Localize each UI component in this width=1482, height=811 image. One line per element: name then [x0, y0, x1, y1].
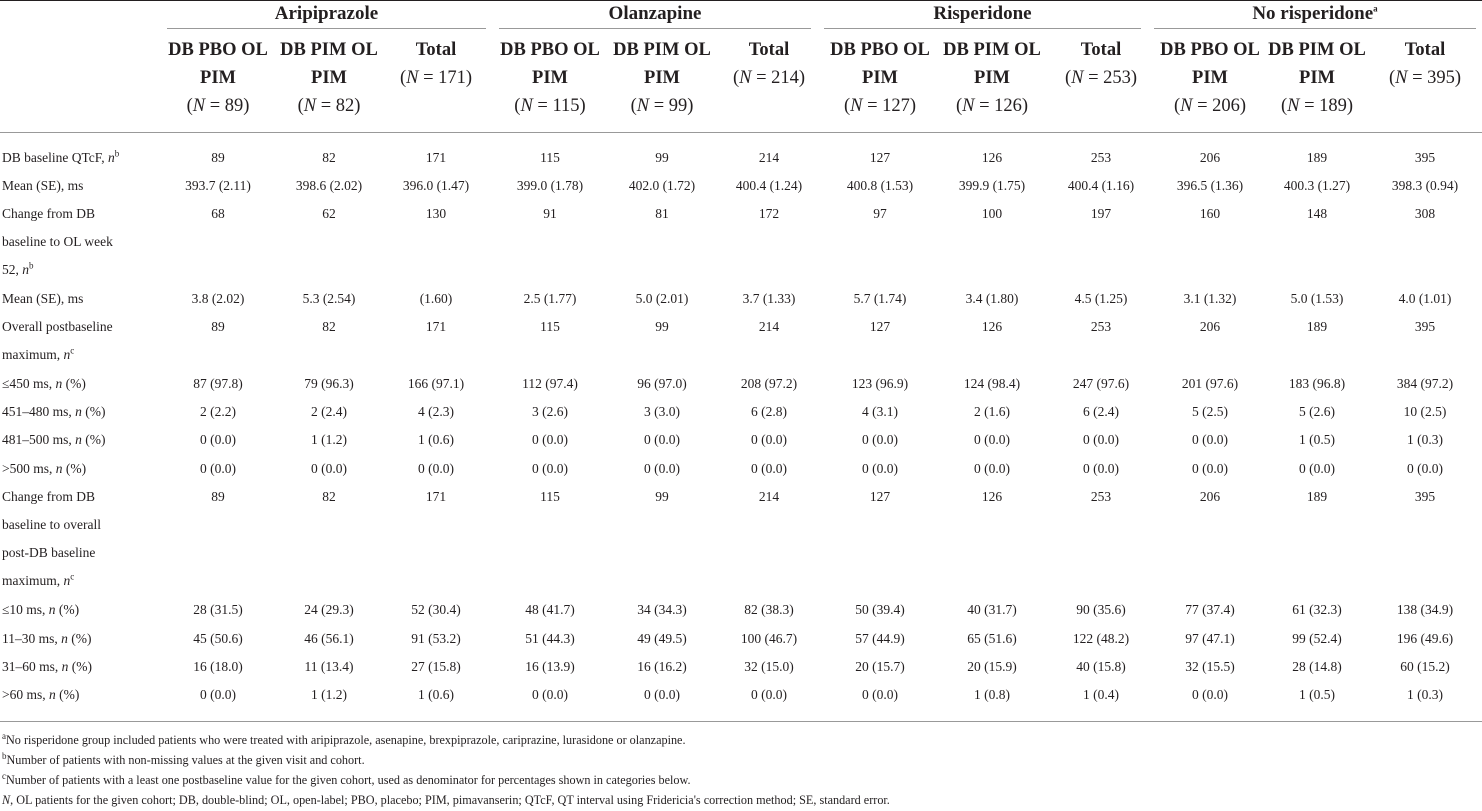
table-cell: 28 (14.8) — [1292, 659, 1342, 674]
table-cell: 400.4 (1.16) — [1067, 178, 1135, 193]
table-cell: 171 — [425, 319, 447, 334]
group-header — [495, 2, 815, 26]
table-cell: 0 (0.0) — [644, 432, 680, 447]
row-label — [2, 398, 144, 426]
table-cell: 1 (0.8) — [974, 687, 1010, 702]
table-cell: 138 (34.9) — [1396, 602, 1454, 617]
column-header-line: (N = 206) — [1173, 96, 1247, 116]
bottom-rule — [0, 721, 1482, 722]
table-cell: 0 (0.0) — [644, 687, 680, 702]
column-header — [271, 36, 387, 120]
table-cell: 0 (0.0) — [418, 461, 454, 476]
row-label-line: DB baseline QTcF, $n^b$ — [2, 148, 120, 165]
column-header — [492, 36, 608, 120]
table-cell: 247 (97.6) — [1072, 376, 1130, 391]
column-header-line: PIM — [974, 68, 1010, 88]
table-cell: 0 (0.0) — [1407, 461, 1443, 476]
table-cell: 0 (0.0) — [200, 432, 236, 447]
table-cell: 4 (3.1) — [862, 404, 898, 419]
row-label-line: maximum, $n^c$ — [2, 345, 75, 362]
table-cell: 81 — [655, 206, 669, 221]
column-header — [1367, 36, 1482, 92]
column-header-line: DB PIM OL — [280, 40, 378, 60]
table-cell: 1 (0.5) — [1299, 432, 1335, 447]
header-rule — [0, 132, 1482, 133]
footnote — [2, 750, 365, 770]
table-cell: 0 (0.0) — [200, 687, 236, 702]
top-rule — [0, 0, 1482, 1]
table-cell: 0 (0.0) — [862, 461, 898, 476]
table-cell: 0 (0.0) — [532, 432, 568, 447]
table-cell: 97 — [873, 206, 887, 221]
footnote-text: N, OL patients for the given cohort; DB, double-blind; OL, open-label; PBO, placebo; PIM, pimavanserin; QTcF, QT interval using Fridericia's correction method; SE, standard error. — [2, 793, 890, 807]
column-header-line: Total — [1404, 40, 1446, 60]
footnote — [2, 730, 686, 750]
table-cell: 91 — [543, 206, 557, 221]
group-header — [820, 2, 1145, 26]
table-cell: 189 — [1306, 319, 1328, 334]
column-header — [711, 36, 827, 92]
table-cell: 396.5 (1.36) — [1176, 178, 1244, 193]
table-cell: 77 (37.4) — [1185, 602, 1235, 617]
column-header-line: (N = 89) — [186, 96, 250, 116]
table-cell: 0 (0.0) — [1192, 432, 1228, 447]
table-cell: 214 — [758, 150, 780, 165]
table-cell: 395 — [1414, 489, 1436, 504]
group-label: Olanzapine — [608, 3, 702, 24]
row-label-line: Mean (SE), ms — [2, 178, 84, 193]
table-cell: 122 (48.2) — [1072, 631, 1130, 646]
table-cell: 3 (3.0) — [644, 404, 680, 419]
table-cell: 127 — [869, 489, 891, 504]
row-label-line: Change from DB — [2, 489, 95, 504]
table-cell: 1 (0.3) — [1407, 687, 1443, 702]
table-cell: 57 (44.9) — [855, 631, 905, 646]
row-label-line: 11–30 ms, n (%) — [2, 631, 92, 646]
table-cell: 123 (96.9) — [851, 376, 909, 391]
table-cell: 20 (15.7) — [855, 659, 905, 674]
table-cell: 124 (98.4) — [963, 376, 1021, 391]
column-header-line: (N = 99) — [630, 96, 694, 116]
table-cell: 1 (1.2) — [311, 432, 347, 447]
table-cell: 0 (0.0) — [974, 461, 1010, 476]
table-cell: 400.3 (1.27) — [1283, 178, 1351, 193]
column-header-line: DB PBO OL — [168, 40, 268, 60]
row-label — [2, 455, 144, 483]
table-cell: 0 (0.0) — [862, 432, 898, 447]
table-cell: 61 (32.3) — [1292, 602, 1342, 617]
table-cell: 201 (97.6) — [1181, 376, 1239, 391]
table-cell: 99 — [655, 489, 669, 504]
table-cell: 24 (29.3) — [304, 602, 354, 617]
row-label-line: >500 ms, n (%) — [2, 461, 87, 476]
group-label: No risperidone — [1252, 3, 1374, 24]
table-cell: 91 (53.2) — [411, 631, 461, 646]
table-cell: 96 (97.0) — [637, 376, 687, 391]
table-cell: 62 — [322, 206, 336, 221]
table-cell: 5.7 (1.74) — [853, 291, 907, 306]
table-cell: 27 (15.8) — [411, 659, 461, 674]
footnote-marker: c — [70, 345, 75, 356]
table-cell: 0 (0.0) — [1299, 461, 1335, 476]
table-cell: 0 (0.0) — [751, 432, 787, 447]
table-cell: 82 — [322, 319, 336, 334]
table-cell: 1 (0.5) — [1299, 687, 1335, 702]
table-cell: 90 (35.6) — [1076, 602, 1126, 617]
column-header — [604, 36, 720, 120]
column-header — [934, 36, 1050, 120]
row-label — [2, 681, 144, 709]
table-cell: 5.0 (1.53) — [1290, 291, 1344, 306]
table-cell: 160 — [1199, 206, 1221, 221]
row-label-line: 31–60 ms, n (%) — [2, 659, 93, 674]
footnote-marker: c — [70, 571, 75, 582]
table-cell: 0 (0.0) — [311, 461, 347, 476]
table-cell: 115 — [540, 489, 560, 504]
footnote-marker: c — [2, 770, 6, 781]
row-label — [2, 313, 144, 369]
table-cell: 4.0 (1.01) — [1398, 291, 1452, 306]
table-cell: 2 (1.6) — [974, 404, 1010, 419]
table-cell: 34 (34.3) — [637, 602, 687, 617]
table-cell: 398.3 (0.94) — [1391, 178, 1459, 193]
group-underline — [499, 28, 811, 29]
table-cell: 99 — [655, 150, 669, 165]
table-cell: 0 (0.0) — [1083, 432, 1119, 447]
table-cell: 127 — [869, 150, 891, 165]
column-header-line: DB PBO OL — [830, 40, 930, 60]
footnote-text: No risperidone group included patients who were treated with aripiprazole, asenapine, brexpiprazole, cariprazine, lurasidone or olanzapine. — [6, 733, 686, 747]
column-header-line: (N = 126) — [955, 96, 1029, 116]
column-header-line: (N = 395) — [1388, 68, 1462, 88]
column-header-line: DB PIM OL — [943, 40, 1041, 60]
row-label-line: post-DB baseline — [2, 545, 96, 560]
table-cell: 253 — [1090, 489, 1112, 504]
row-label-line: ≤450 ms, n (%) — [2, 376, 86, 391]
table-cell: 51 (44.3) — [525, 631, 575, 646]
table-cell: 197 — [1090, 206, 1112, 221]
table-cell: 398.6 (2.02) — [295, 178, 363, 193]
column-header-line: Total — [415, 40, 457, 60]
group-header — [163, 2, 490, 26]
table-cell: 40 (31.7) — [967, 602, 1017, 617]
row-label — [2, 483, 144, 595]
table-cell: 97 (47.1) — [1185, 631, 1235, 646]
table-cell: 2 (2.2) — [200, 404, 236, 419]
table-cell: 100 — [981, 206, 1003, 221]
table-cell: 384 (97.2) — [1396, 376, 1454, 391]
table-cell: 20 (15.9) — [967, 659, 1017, 674]
table-cell: 0 (0.0) — [1192, 461, 1228, 476]
table-cell: 89 — [211, 319, 225, 334]
footnote-text: Number of patients with a least one postbaseline value for the given cohort, used as denominator for percentages shown in categories below. — [6, 773, 691, 787]
table-cell: 206 — [1199, 319, 1221, 334]
table-cell: 28 (31.5) — [193, 602, 243, 617]
table-cell: 89 — [211, 489, 225, 504]
table-cell: 3 (2.6) — [532, 404, 568, 419]
table-cell: 171 — [425, 150, 447, 165]
table-cell: 0 (0.0) — [1192, 687, 1228, 702]
row-label-line: 481–500 ms, n (%) — [2, 432, 106, 447]
table-cell: 214 — [758, 319, 780, 334]
table-cell: 148 — [1306, 206, 1328, 221]
table-cell: 79 (96.3) — [304, 376, 354, 391]
footnote-marker: b — [29, 260, 34, 271]
table-cell: 10 (2.5) — [1403, 404, 1447, 419]
table-cell: 189 — [1306, 489, 1328, 504]
table-cell: 3.4 (1.80) — [965, 291, 1019, 306]
table-cell: 46 (56.1) — [304, 631, 354, 646]
table-cell: 45 (50.6) — [193, 631, 243, 646]
table-cell: 60 (15.2) — [1400, 659, 1450, 674]
column-header-line: PIM — [1192, 68, 1228, 88]
table-cell: 253 — [1090, 150, 1112, 165]
table-cell: 399.9 (1.75) — [958, 178, 1026, 193]
table-cell: 6 (2.4) — [1083, 404, 1119, 419]
table-cell: 112 (97.4) — [522, 376, 578, 391]
table-cell: 214 — [758, 489, 780, 504]
row-label — [2, 144, 144, 172]
table-cell: 126 — [981, 319, 1003, 334]
table-cell: 1 (0.4) — [1083, 687, 1119, 702]
column-header-line: Total — [1080, 40, 1122, 60]
table-cell: 68 — [211, 206, 225, 221]
table-cell: 52 (30.4) — [411, 602, 461, 617]
table-cell: 166 (97.1) — [407, 376, 465, 391]
table-cell: 5 (2.6) — [1299, 404, 1335, 419]
table-cell: 396.0 (1.47) — [402, 178, 470, 193]
row-label — [2, 426, 144, 454]
footnote — [2, 790, 890, 810]
table-cell: 0 (0.0) — [532, 687, 568, 702]
column-header-line: (N = 214) — [732, 68, 806, 88]
table-cell: 5 (2.5) — [1192, 404, 1228, 419]
footnote-marker: a — [2, 730, 6, 741]
row-label-line: Change from DB — [2, 206, 95, 221]
row-label — [2, 200, 144, 284]
table-cell: 82 — [322, 489, 336, 504]
column-header-line: (N = 82) — [297, 96, 361, 116]
row-label — [2, 172, 144, 200]
column-header-line: DB PIM OL — [613, 40, 711, 60]
table-cell: 1 (0.6) — [418, 432, 454, 447]
row-label — [2, 653, 144, 681]
table-cell: 0 (0.0) — [751, 687, 787, 702]
table-cell: 82 (38.3) — [744, 602, 794, 617]
table-cell: 127 — [869, 319, 891, 334]
table-cell: 115 — [540, 150, 560, 165]
group-label: Risperidone — [933, 3, 1032, 24]
column-header — [1152, 36, 1268, 120]
column-header-line: DB PIM OL — [1268, 40, 1366, 60]
column-header-line: (N = 127) — [843, 96, 917, 116]
table-cell: 3.8 (2.02) — [191, 291, 245, 306]
column-header — [822, 36, 938, 120]
table-cell: 4.5 (1.25) — [1074, 291, 1128, 306]
row-label-line: baseline to overall — [2, 517, 101, 532]
column-header-line: PIM — [311, 68, 347, 88]
column-header-line: PIM — [1299, 68, 1335, 88]
group-label: Aripiprazole — [274, 3, 379, 24]
column-header-line: DB PBO OL — [1160, 40, 1260, 60]
table-cell: 2.5 (1.77) — [523, 291, 577, 306]
group-underline — [1154, 28, 1476, 29]
group-underline — [824, 28, 1141, 29]
table-cell: 0 (0.0) — [1083, 461, 1119, 476]
table-cell: 48 (41.7) — [525, 602, 575, 617]
table-cell: 115 — [540, 319, 560, 334]
table-cell: 196 (49.6) — [1396, 631, 1454, 646]
table-cell: 32 (15.5) — [1185, 659, 1235, 674]
group-header — [1150, 2, 1480, 26]
table-cell: 4 (2.3) — [418, 404, 454, 419]
row-label-line: maximum, $n^c$ — [2, 571, 75, 588]
column-header-line: (N = 115) — [514, 96, 586, 116]
table-cell: 40 (15.8) — [1076, 659, 1126, 674]
table-cell: 395 — [1414, 150, 1436, 165]
table-cell: 87 (97.8) — [193, 376, 243, 391]
table-cell: 3.7 (1.33) — [742, 291, 796, 306]
table-cell: 49 (49.5) — [637, 631, 687, 646]
table-cell: 32 (15.0) — [744, 659, 794, 674]
table-cell: 206 — [1199, 150, 1221, 165]
table-cell: 399.0 (1.78) — [516, 178, 584, 193]
table-cell: 99 (52.4) — [1292, 631, 1342, 646]
table-cell: 6 (2.8) — [751, 404, 787, 419]
table-cell: 65 (51.6) — [967, 631, 1017, 646]
table-cell: 5.0 (2.01) — [635, 291, 689, 306]
table-cell: 189 — [1306, 150, 1328, 165]
table-cell: 253 — [1090, 319, 1112, 334]
table-cell: 16 (16.2) — [637, 659, 687, 674]
table-cell: 0 (0.0) — [644, 461, 680, 476]
column-header — [160, 36, 276, 120]
footnote-marker: a — [1373, 3, 1378, 14]
table-cell: 1 (1.2) — [311, 687, 347, 702]
column-header — [378, 36, 494, 92]
column-header-line: (N = 189) — [1280, 96, 1354, 116]
table-cell: 395 — [1414, 319, 1436, 334]
column-header-line: PIM — [862, 68, 898, 88]
table-cell: 50 (39.4) — [855, 602, 905, 617]
table-cell: 16 (18.0) — [193, 659, 243, 674]
column-header-line: PIM — [644, 68, 680, 88]
table-cell: 100 (46.7) — [740, 631, 798, 646]
table-cell: 0 (0.0) — [751, 461, 787, 476]
footnote-text: Number of patients with non-missing values at the given visit and cohort. — [6, 753, 365, 767]
footnote-marker: b — [2, 750, 7, 761]
table-cell: 1 (0.3) — [1407, 432, 1443, 447]
table-cell: 89 — [211, 150, 225, 165]
row-label — [2, 285, 144, 313]
table-cell: 130 — [425, 206, 447, 221]
row-label-line: baseline to OL week — [2, 234, 113, 249]
row-label — [2, 370, 144, 398]
table-cell: 206 — [1199, 489, 1221, 504]
table-cell: 400.8 (1.53) — [846, 178, 914, 193]
group-underline — [167, 28, 486, 29]
table-cell: 82 — [322, 150, 336, 165]
table-cell: 126 — [981, 150, 1003, 165]
column-header-line: Total — [748, 40, 790, 60]
table-cell: 0 (0.0) — [862, 687, 898, 702]
column-header-line: (N = 253) — [1064, 68, 1138, 88]
row-label — [2, 596, 144, 624]
table-cell: 171 — [425, 489, 447, 504]
row-label-line: Overall postbaseline — [2, 319, 113, 334]
table-cell: 0 (0.0) — [974, 432, 1010, 447]
row-label-line: Mean (SE), ms — [2, 291, 84, 306]
table-cell: 1 (0.6) — [418, 687, 454, 702]
table-cell: (1.60) — [419, 291, 453, 306]
column-header-line: DB PBO OL — [500, 40, 600, 60]
table-cell: 99 — [655, 319, 669, 334]
row-label-line: 451–480 ms, n (%) — [2, 404, 106, 419]
table-cell: 208 (97.2) — [740, 376, 798, 391]
row-label — [2, 625, 144, 653]
footnote-marker: b — [114, 148, 120, 159]
table-cell: 16 (13.9) — [525, 659, 575, 674]
table-cell: 126 — [981, 489, 1003, 504]
table-cell: 2 (2.4) — [311, 404, 347, 419]
table-cell: 393.7 (2.11) — [185, 178, 251, 193]
table-cell: 183 (96.8) — [1288, 376, 1346, 391]
row-label-line: ≤10 ms, n (%) — [2, 602, 80, 617]
column-header — [1043, 36, 1159, 92]
table-cell: 0 (0.0) — [200, 461, 236, 476]
table-cell: 308 — [1414, 206, 1436, 221]
table-cell: 5.3 (2.54) — [302, 291, 356, 306]
footnote — [2, 770, 691, 790]
column-header-line: PIM — [200, 68, 236, 88]
column-header — [1259, 36, 1375, 120]
table-cell: 402.0 (1.72) — [628, 178, 696, 193]
column-header-line: (N = 171) — [399, 68, 473, 88]
column-header-line: PIM — [532, 68, 568, 88]
row-label-line: >60 ms, n (%) — [2, 687, 80, 702]
table-cell: 11 (13.4) — [304, 659, 354, 674]
table-cell: 0 (0.0) — [532, 461, 568, 476]
table-cell: 172 — [758, 206, 780, 221]
row-label-line: 52, $n^b$ — [2, 260, 34, 277]
table-cell: 400.4 (1.24) — [735, 178, 803, 193]
table-cell: 3.1 (1.32) — [1183, 291, 1237, 306]
